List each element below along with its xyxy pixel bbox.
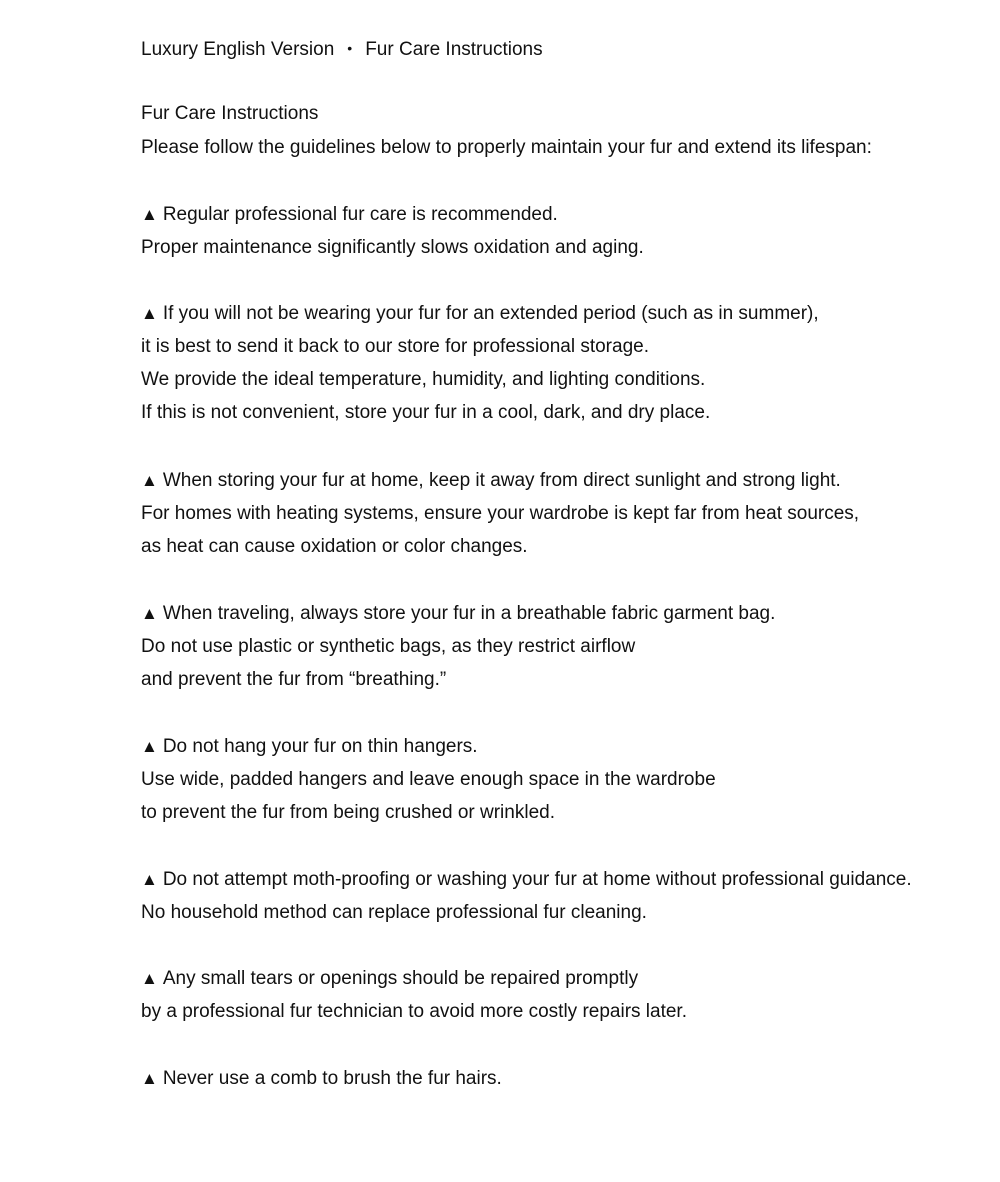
- care-item-line: as heat can cause oxidation or color changes.: [141, 536, 528, 557]
- care-item-4: [141, 597, 981, 696]
- care-item-lead: ▲ When storing your fur at home, keep it away from direct sunlight and strong light.: [141, 464, 981, 497]
- care-item-lead: ▲ Any small tears or openings should be repaired promptly: [141, 962, 981, 995]
- triangle-bullet-icon: ▲: [141, 205, 158, 224]
- care-item-line: Use wide, padded hangers and leave enough space in the wardrobe: [141, 769, 716, 790]
- triangle-bullet-icon: ▲: [141, 604, 158, 623]
- care-item-line: and prevent the fur from “breathing.”: [141, 669, 447, 690]
- triangle-bullet-icon: ▲: [141, 1069, 158, 1088]
- care-item-line: No household method can replace professional fur cleaning.: [141, 902, 647, 923]
- header-separator: •: [347, 40, 353, 56]
- care-item-7: [141, 962, 981, 1028]
- document-title: Fur Care Instructions: [141, 103, 319, 124]
- triangle-bullet-icon: ▲: [141, 737, 158, 756]
- care-item-6: [141, 863, 981, 929]
- care-item-line: Proper maintenance significantly slows oxidation and aging.: [141, 237, 644, 258]
- care-item-lead: ▲ When traveling, always store your fur in a breathable fabric garment bag.: [141, 597, 981, 630]
- triangle-bullet-icon: ▲: [141, 969, 158, 988]
- care-item-lead: ▲ Never use a comb to brush the fur hairs.: [141, 1062, 981, 1095]
- care-item-3: [141, 464, 981, 563]
- care-item-line: Do not use plastic or synthetic bags, as they restrict airflow: [141, 636, 636, 657]
- care-item-lead: ▲ If you will not be wearing your fur for an extended period (such as in summer),: [141, 297, 981, 330]
- triangle-bullet-icon: ▲: [141, 471, 158, 490]
- header-version: Luxury English Version: [141, 39, 335, 60]
- care-item-5: [141, 730, 981, 829]
- care-item-line: by a professional fur technician to avoid more costly repairs later.: [141, 1001, 687, 1022]
- care-item-lead: ▲ Regular professional fur care is recommended.: [141, 198, 981, 231]
- care-item-lead: ▲ Do not hang your fur on thin hangers.: [141, 730, 981, 763]
- care-item-line: We provide the ideal temperature, humidity, and lighting conditions.: [141, 369, 706, 390]
- document-intro: Please follow the guidelines below to properly maintain your fur and extend its lifespan:: [141, 137, 872, 158]
- document-header: [141, 35, 543, 63]
- triangle-bullet-icon: ▲: [141, 870, 158, 889]
- care-item-2: [141, 297, 981, 429]
- care-item-lead: ▲ Do not attempt moth-proofing or washing your fur at home without professional guidance.: [141, 863, 981, 896]
- care-item-line: For homes with heating systems, ensure your wardrobe is kept far from heat sources,: [141, 503, 860, 524]
- care-item-1: [141, 198, 981, 264]
- care-item-line: If this is not convenient, store your fur in a cool, dark, and dry place.: [141, 402, 711, 423]
- triangle-bullet-icon: ▲: [141, 304, 158, 323]
- care-item-8: [141, 1062, 981, 1095]
- care-item-line: to prevent the fur from being crushed or wrinkled.: [141, 802, 555, 823]
- care-item-line: it is best to send it back to our store for professional storage.: [141, 336, 649, 357]
- header-subject: Fur Care Instructions: [365, 39, 543, 60]
